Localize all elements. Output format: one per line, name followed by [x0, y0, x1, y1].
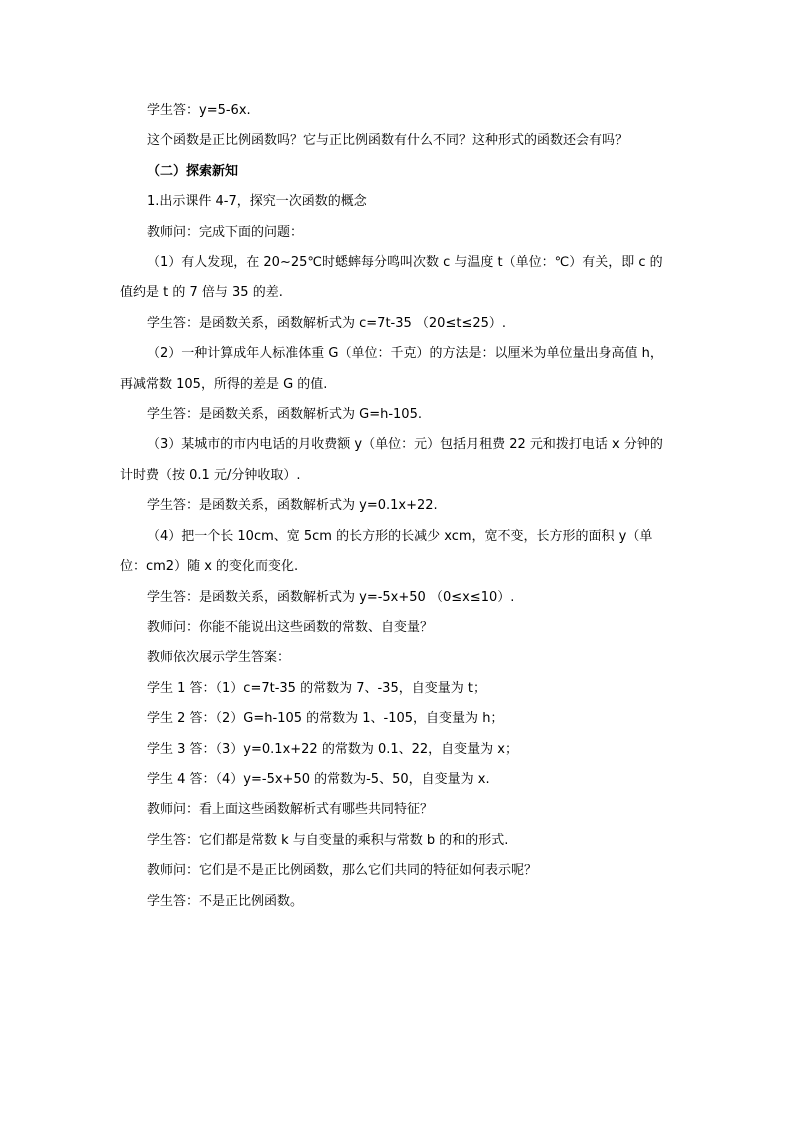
document-body — [120, 96, 675, 917]
paragraph-teacher-question-1: 教师问：完成下面的问题： — [147, 224, 304, 240]
paragraph-answer-3: 学生答：是函数关系，函数解析式为 y=0.1x+22. — [147, 498, 438, 514]
paragraph-problem-4: （4）把一个长 10cm、宽 5cm 的长方形的长减少 xcm，宽不变，长方形的面积 y（单位：cm2）随 x 的变化而变化. — [120, 528, 653, 575]
paragraph-question-proportional: 这个函数是正比例函数吗？它与正比例函数有什么不同？这种形式的函数还会有吗？ — [147, 133, 629, 149]
paragraph-student-4-answer: 学生 4 答：（4）y=-5x+50 的常数为-5、50，自变量为 x. — [147, 771, 490, 787]
section-heading-explore: （二）探索新知 — [147, 163, 239, 179]
paragraph-show-courseware: 1.出示课件 4-7，探究一次函数的概念 — [147, 194, 367, 210]
paragraph-problem-1: （1）有人发现，在 20~25℃时蟋蟀每分鸣叫次数 c 与温度 t（单位：℃）有关，即 c 的值约是 t 的 7 倍与 35 的差. — [120, 255, 663, 301]
paragraph-teacher-question-4: 教师问：它们是不是正比例函数，那么它们共同的特征如何表示呢？ — [147, 863, 538, 879]
paragraph-answer-1: 学生答：是函数关系，函数解析式为 c=7t-35 （20≤t≤25）. — [147, 315, 507, 331]
paragraph-teacher-question-2: 教师问：你能不能说出这些函数的常数、自变量？ — [147, 619, 434, 635]
paragraph-problem-2: （2）一种计算成年人标准体重 G（单位：千克）的方法是：以厘米为单位量出身高值 h，再减常数 105，所得的差是 G 的值. — [120, 346, 663, 392]
paragraph-teacher-question-3: 教师问：看上面这些函数解析式有哪些共同特征？ — [147, 802, 434, 818]
paragraph-student-3-answer: 学生 3 答：（3）y=0.1x+22 的常数为 0.1、22，自变量为 x； — [147, 741, 519, 757]
paragraph-answer-2: 学生答：是函数关系，函数解析式为 G=h-105. — [147, 407, 422, 423]
paragraph-student-answer-1: 学生答：y=5-6x. — [147, 103, 251, 118]
paragraph-student-1-answer: 学生 1 答：（1）c=7t-35 的常数为 7、-35，自变量为 t； — [147, 680, 486, 696]
paragraph-student-2-answer: 学生 2 答：（2）G=h-105 的常数为 1、-105，自变量为 h； — [147, 711, 504, 727]
paragraph-answer-4: 学生答：是函数关系，函数解析式为 y=-5x+50 （0≤x≤10）. — [147, 589, 515, 605]
paragraph-answer-common-form: 学生答：它们都是常数 k 与自变量的乘积与常数 b 的和的形式. — [147, 832, 509, 848]
paragraph-problem-3: （3）某城市的市内电话的月收费额 y（单位：元）包括月租费 22 元和拨打电话 x 分钟的计时费（按 0.1 元/分钟收取）. — [120, 437, 663, 483]
paragraph-answer-not-proportional: 学生答：不是正比例函数。 — [147, 893, 304, 909]
paragraph-teacher-show-answers: 教师依次展示学生答案： — [147, 650, 291, 666]
